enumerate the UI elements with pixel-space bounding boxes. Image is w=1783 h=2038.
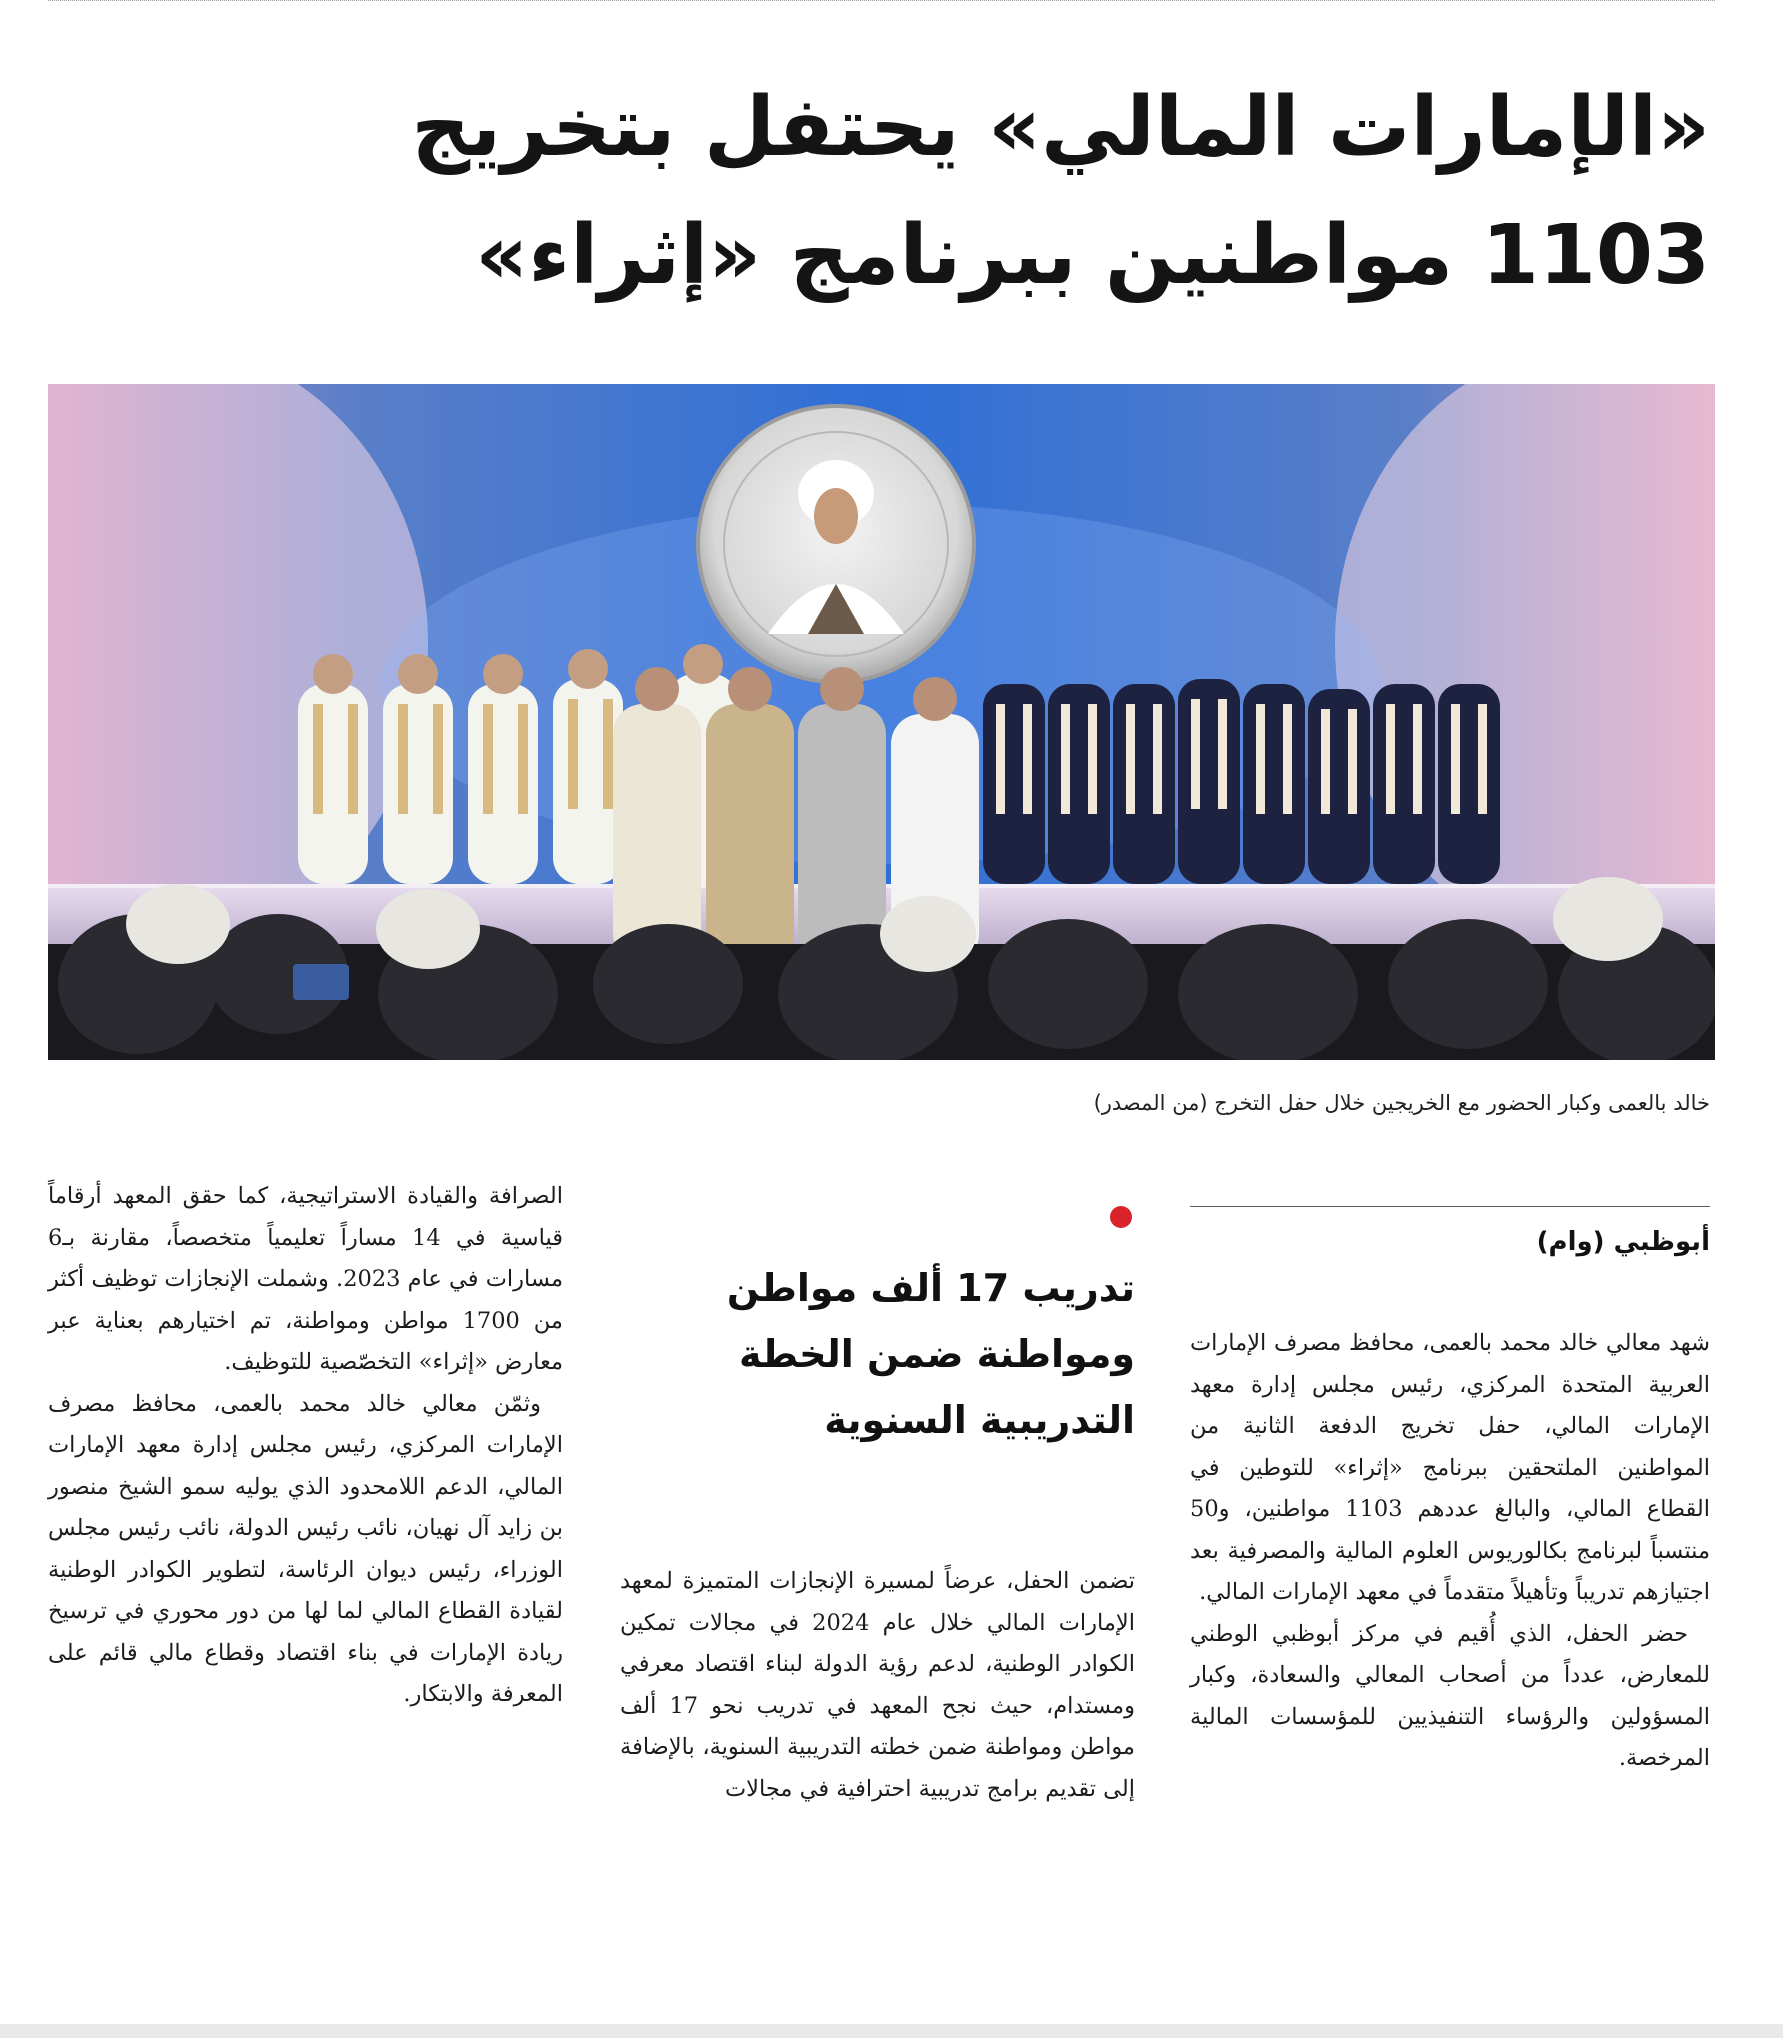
photo-caption: خالد بالعمى وكبار الحضور مع الخريجين خلال حفل التخرج (من المصدر)	[1093, 1091, 1710, 1115]
article-column-right	[1190, 1323, 1710, 1780]
paragraph: الصرافة والقيادة الاستراتيجية، كما حقق المعهد أرقاماً قياسية في 14 مساراً تعليمياً متخصصاً، مقارنة بـ6 مسارات في عام 2023. وشملت الإنجازات توظيف أكثر من 1700 مواطن ومواطنة، تم اختيارهم بعناية عبر معارض «إثراء» التخصّصية للتوظيف.	[48, 1183, 563, 1375]
article-column-middle	[620, 1561, 1135, 1810]
article-headline	[310, 64, 1710, 320]
column-divider-rule	[1190, 1206, 1710, 1207]
red-bullet-dot	[1110, 1206, 1132, 1228]
subheading-line-3: التدريبية السنوية	[824, 1398, 1135, 1442]
paragraph: حضر الحفل، الذي أُقيم في مركز أبوظبي الوطني للمعارض، عدداً من أصحاب المعالي والسعادة، وكبار المسؤولين والرؤساء التنفيذيين للمؤسسات المالية المرخصة.	[1190, 1620, 1710, 1771]
paragraph: تضمن الحفل، عرضاً لمسيرة الإنجازات المتميزة لمعهد الإمارات المالي خلال عام 2024 في مجالات تمكين الكوادر الوطنية، لدعم رؤية الدولة لبناء اقتصاد معرفي ومستدام، حيث نجح المعهد في تدريب نحو 17 ألف مواطن ومواطنة ضمن خطته التدريبية السنوية، بالإضافة إلى تقديم برامج تدريبية احترافية في مجالات	[620, 1568, 1135, 1802]
dateline: أبوظبي (وام)	[1536, 1227, 1710, 1257]
subheading-line-2: ومواطنة ضمن الخطة	[739, 1332, 1135, 1376]
page-bottom-band	[0, 2024, 1783, 2038]
headline-line-2: 1103 مواطنين ببرنامج «إثراء»	[475, 208, 1710, 303]
graduation-ceremony-photo	[48, 384, 1715, 1060]
article-column-left	[48, 1176, 563, 1716]
paragraph: وثمّن معالي خالد محمد بالعمى، محافظ مصرف الإمارات المركزي، رئيس مجلس إدارة معهد الإمارات المالي، الدعم اللامحدود الذي يوليه سمو الشيخ منصور بن زايد آل نهيان، نائب رئيس الدولة، نائب رئيس مجلس الوزراء، رئيس ديوان الرئاسة، لتطوير الكوادر الوطنية لقيادة القطاع المالي لما لها من دور محوري في ترسيخ ريادة الإمارات في بناء اقتصاد وقطاع مالي قائم على المعرفة والابتكار.	[48, 1390, 563, 1707]
paragraph: شهد معالي خالد محمد بالعمى، محافظ مصرف الإمارات العربية المتحدة المركزي، رئيس مجلس إدارة معهد الإمارات المالي، حفل تخريج الدفعة الثانية من المواطنين الملتحقين ببرنامج «إثراء» للتوطين في القطاع المالي، والبالغ عددهم 1103 مواطنين، و50 منتسباً لبرنامج بكالوريوس العلوم المالية والمصرفية بعد اجتيازهم تدريباً وتأهيلاً متقدماً في معهد الإمارات المالي.	[1190, 1330, 1710, 1605]
subheading-line-1: تدريب 17 ألف مواطن	[726, 1266, 1135, 1310]
top-dotted-rule	[48, 0, 1715, 1]
section-subheading	[620, 1255, 1135, 1453]
headline-line-1: «الإمارات المالي» يحتفل بتخريج	[411, 80, 1710, 175]
